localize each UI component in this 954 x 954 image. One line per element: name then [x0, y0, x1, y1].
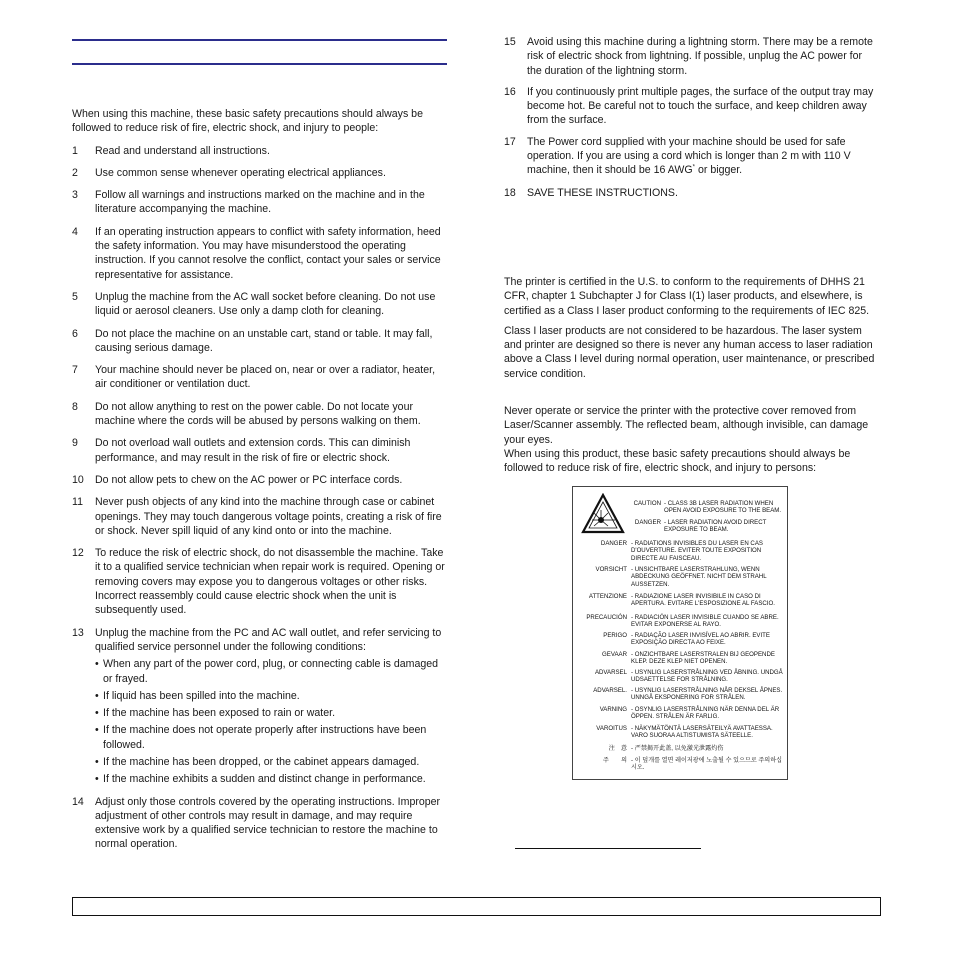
- item-text: Your machine should never be placed on, near or over a radiator, heater, air conditioner or ventilation duct.: [95, 364, 436, 391]
- condition-text: If liquid has been spilled into the machine.: [103, 689, 300, 702]
- item-number: 1: [72, 144, 78, 157]
- label-text: - USYNLIG LASERSTRÅLNING VED ÅBNING. UNDGÅ UDSAETTELSE FOR STRÅLNING.: [631, 669, 783, 684]
- label-text: - RADIAZIONE LASER INVISIBILE IN CASO DI APERTURA. EVITARE L'ESPOSIZIONE AL FASCIO.: [631, 593, 775, 608]
- item-number: 4: [72, 225, 78, 238]
- footnote-rule: [515, 848, 701, 849]
- list-item: [72, 144, 447, 158]
- item-text: Do not place the machine on an unstable cart, stand or table. It may fall, causing serious damage.: [95, 327, 433, 354]
- condition-item: [95, 706, 447, 720]
- list-item: [72, 188, 447, 217]
- list-item: [72, 225, 447, 282]
- list-item: [72, 436, 447, 465]
- list-item: [72, 473, 447, 487]
- label-key: 注 意: [608, 745, 627, 752]
- list-item: [72, 166, 447, 180]
- label-key: 주 의: [603, 757, 627, 764]
- item-text: The Power cord supplied with your machine should be used for safe operation. If you are using a cord which is longer than 2 m with 110 V machine, then it should be 16 AWG: [527, 135, 851, 177]
- bullet: •: [95, 707, 99, 720]
- label-text: - RADIAÇÃO LASER INVISÍVEL AO ABRIR. EVITE EXPOSIÇÃO DIRECTA AO FEIXE.: [631, 632, 770, 647]
- item-text: Do not allow pets to chew on the AC power or PC interface cords.: [95, 473, 403, 486]
- item-number: 3: [72, 189, 78, 202]
- left-column: [72, 107, 447, 852]
- label-text: - RADIATIONS INVISIBLES DU LASER EN CAS D'OUVERTURE. EVITER TOUTE EXPOSITION DIRECTE AU FAISCEAU.: [631, 540, 763, 562]
- label-key: DANGER: [634, 519, 661, 526]
- bullet: •: [95, 755, 99, 768]
- list-item: [504, 135, 879, 178]
- label-key: VARNING: [599, 706, 627, 713]
- item-number: 14: [72, 795, 84, 808]
- list-item: [72, 546, 447, 617]
- item-number: 6: [72, 327, 78, 340]
- condition-item: [95, 689, 447, 703]
- condition-text: If the machine does not operate properly after instructions have been followed.: [103, 724, 427, 751]
- item-text: Follow all warnings and instructions marked on the machine and in the literature accompanying the machine.: [95, 189, 425, 216]
- label-key: ADVARSEL: [594, 669, 627, 676]
- label-text: - NÄKYMÄTÖNTÄ LASERSÄTEILYÄ AVATTAESSA. VARO SUORAA ALTISTUMISTA SÄTEELLE.: [631, 725, 773, 740]
- label-text: - 이 덮개를 열면 레이저광에 노출될 수 있으므로 주의하십시오.: [631, 757, 782, 772]
- item-text: If you continuously print multiple pages, the surface of the output tray may become hot. Be careful not to touch the surface, and keep children away from the surface.: [527, 85, 874, 127]
- item-text: Adjust only those controls covered by the operating instructions. Improper adjustment of other controls may result in damage, and may require extensive work by a qualified service technician to restore the machine to normal operation.: [95, 795, 441, 851]
- condition-list: [72, 657, 447, 786]
- item-text-end: or bigger.: [695, 164, 743, 177]
- item-text: Do not overload wall outlets and extension cords. This can diminish performance, and may result in the risk of fire or electric shock.: [95, 437, 411, 464]
- list-item: [504, 35, 879, 78]
- item-text: To reduce the risk of electric shock, do not disassemble the machine. Take it to a qualified service technician when repair work is required. Opening or removing covers may expose you to dangerous voltages or other risks. Incorrect reassembly could cause electric shock when the unit is subsequently used.: [95, 547, 445, 617]
- label-key: ADVARSEL.: [593, 687, 627, 694]
- bullet: •: [95, 689, 99, 702]
- list-item: [72, 795, 447, 852]
- label-key: ATTENZIONE: [588, 593, 627, 600]
- item-text: Read and understand all instructions.: [95, 144, 270, 157]
- label-key: PRECAUCIÓN: [586, 614, 627, 621]
- laser-hazard-icon: [581, 493, 625, 535]
- label-text: - OSYNLIG LASERSTRÅLNING NÄR DENNA DEL ÄR ÖPPEN. STRÅLEN ÄR FARLIG.: [631, 706, 780, 721]
- label-key: VAROITUS: [596, 725, 627, 732]
- footer-bar: [72, 897, 881, 916]
- footnote-marker: *: [692, 164, 696, 171]
- label-text: - UNSICHTBARE LASERSTRAHLUNG, WENN ABDECKUNG GEÖFFNET. NICHT DEM STRAHL AUSSETZEN.: [631, 566, 767, 588]
- item-text: Avoid using this machine during a lightning storm. There may be a remote risk of electric shock from lightning. If possible, unplug the AC power for the duration of the lightning storm.: [527, 36, 873, 77]
- label-text: - USYNLIG LASERSTRÅLNING NÅR DEKSEL ÅPNES. UNNGÅ EKSPONERING FOR STRÅLEN.: [631, 687, 783, 702]
- item-number: 17: [504, 135, 516, 148]
- list-item: [504, 85, 879, 128]
- right-column: [504, 35, 879, 200]
- warning-paragraph-2: When using this product, these basic safety precautions should always be followed to reduce risk of fire, electric shock, and injury to persons:: [504, 447, 851, 475]
- list-item: [72, 495, 447, 538]
- condition-text: When any part of the power cord, plug, or connecting cable is damaged or frayed.: [103, 658, 439, 685]
- top-rule-2: [72, 63, 447, 65]
- laser-paragraph-2: Class I laser products are not considered to be hazardous. The laser system and printer are designed so there is never any human access to laser radiation above a Class I level during normal operation, user maintenance, or prescribed service condition.: [504, 324, 875, 380]
- item-number: 8: [72, 400, 78, 413]
- condition-item: [95, 755, 447, 769]
- label-text: - RADIACIÓN LASER INVISIBLE CUANDO SE ABRE. EVITAR EXPONERSE AL RAYO.: [631, 614, 779, 629]
- item-number: 5: [72, 290, 78, 303]
- item-number: 9: [72, 437, 78, 450]
- laser-warning-label: [572, 486, 788, 780]
- warning-statement: [504, 404, 879, 475]
- label-key: CAUTION: [633, 500, 661, 507]
- bullet: •: [95, 658, 99, 671]
- list-item: [72, 290, 447, 319]
- item-text: If an operating instruction appears to conflict with safety information, heed the safety information. You may have misunderstood the operating instruction. If you cannot resolve the conflict, contact your sales or service representative for assistance.: [95, 225, 441, 281]
- list-item: [504, 186, 879, 200]
- item-number: 12: [72, 547, 84, 560]
- label-text: - CLASS 3B LASER RADIATION WHEN OPEN AVOID EXPOSURE TO THE BEAM.: [664, 500, 782, 515]
- list-item: [72, 626, 447, 655]
- list-item: [72, 400, 447, 429]
- top-rule-1: [72, 39, 447, 41]
- item-number: 15: [504, 36, 516, 48]
- item-number: 16: [504, 85, 516, 98]
- item-number: 13: [72, 626, 84, 639]
- item-text: Use common sense whenever operating electrical appliances.: [95, 166, 386, 179]
- item-text: Unplug the machine from the AC wall socket before cleaning. Do not use liquid or aerosol cleaners. Use only a damp cloth for cleaning.: [95, 290, 436, 318]
- laser-paragraph-1: The printer is certified in the U.S. to conform to the requirements of DHHS 21 CFR, chapter 1 Subchapter J for Class I(1) laser products, and elsewhere, is certified as a Class I laser product conforming to the requirements of IEC 825.: [504, 276, 870, 317]
- safety-list: [72, 144, 447, 852]
- item-number: 10: [72, 473, 84, 486]
- item-number: 2: [72, 166, 78, 179]
- label-key: PERIGO: [603, 632, 627, 639]
- item-number: 7: [72, 364, 78, 377]
- label-key: DANGER: [600, 540, 627, 547]
- condition-item: [95, 772, 447, 786]
- condition-item: [95, 723, 447, 752]
- list-item: [72, 363, 447, 392]
- condition-item: [95, 657, 447, 686]
- item-number: 18: [504, 186, 516, 199]
- label-key: GEVAAR: [602, 651, 627, 658]
- list-item: [72, 327, 447, 356]
- condition-text: If the machine exhibits a sudden and distinct change in performance.: [103, 773, 426, 786]
- condition-text: If the machine has been exposed to rain or water.: [103, 707, 336, 720]
- item-text: SAVE THESE INSTRUCTIONS.: [527, 186, 678, 199]
- label-key: VORSICHT: [595, 566, 627, 573]
- bullet: •: [95, 724, 99, 737]
- label-text: - 严禁揭开此盖, 以免激光泄露灼伤: [631, 745, 724, 752]
- item-number: 11: [72, 496, 83, 509]
- item-text: Do not allow anything to rest on the power cable. Do not locate your machine where the cords will be abused by persons walking on them.: [95, 400, 421, 428]
- intro-paragraph: When using this machine, these basic safety precautions should always be followed to reduce risk of fire, electric shock, and injury to people:: [72, 108, 423, 135]
- label-text: - LASER RADIATION AVOID DIRECT EXPOSURE TO BEAM.: [664, 519, 767, 534]
- label-text: - ONZICHTBARE LASERSTRALEN BIJ GEOPENDE KLEP. DEZE KLEP NIET OPENEN.: [631, 651, 775, 666]
- item-text: Unplug the machine from the PC and AC wall outlet, and refer servicing to qualified service personnel under the following conditions:: [95, 626, 442, 653]
- laser-statement: [504, 275, 879, 381]
- bullet: •: [95, 773, 99, 786]
- safety-list-continued: [504, 35, 879, 128]
- warning-paragraph-1: Never operate or service the printer with the protective cover removed from Laser/Scanner assembly. The reflected beam, although invisible, can damage your eyes.: [504, 405, 869, 446]
- item-text: Never push objects of any kind into the machine through case or cabinet openings. They may touch dangerous voltage points, creating a risk of fire or shock. Never spill liquid of any kind onto or into the machine.: [95, 496, 442, 537]
- condition-text: If the machine has been dropped, or the cabinet appears damaged.: [103, 755, 420, 768]
